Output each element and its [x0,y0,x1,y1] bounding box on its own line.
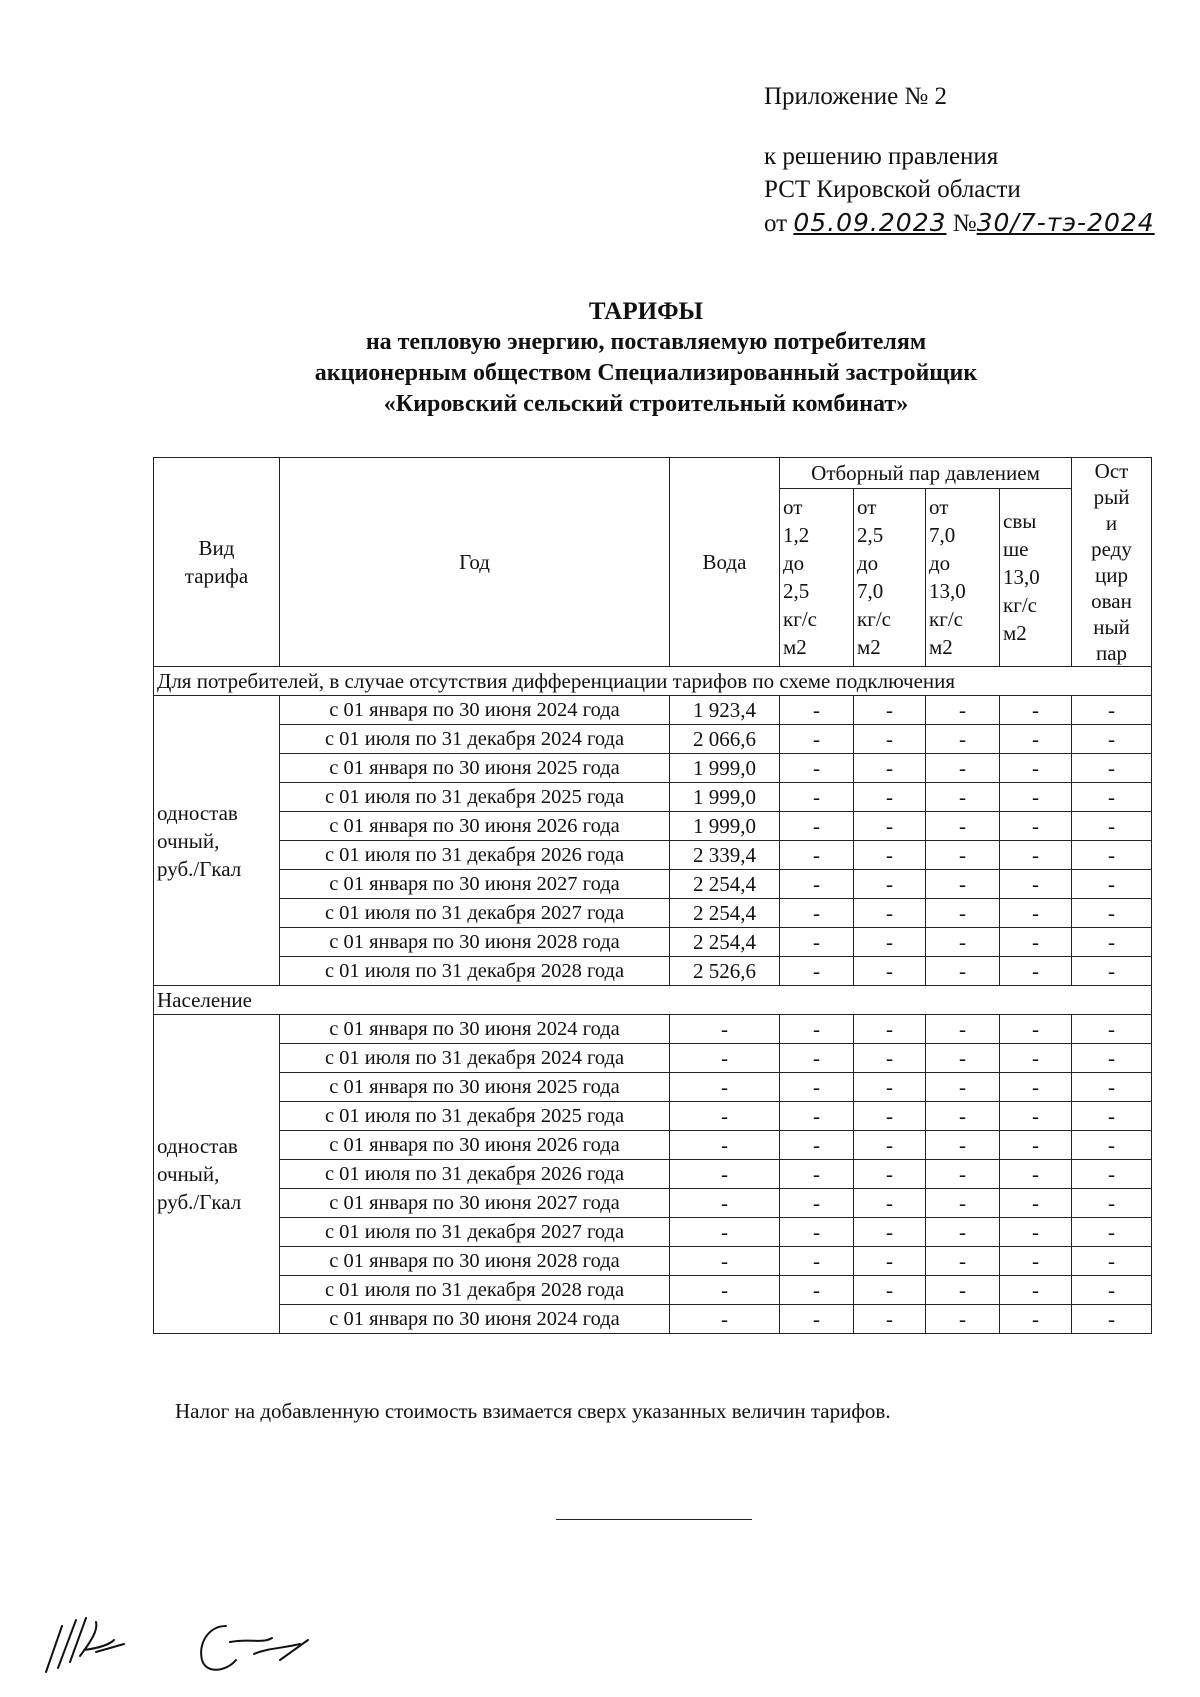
title-line-4: «Кировский сельский строительный комбинат» [383,391,909,417]
header-steam-line: от [783,495,803,520]
water-cell: 2 339,4 [670,841,780,870]
header-steam-line: м2 [783,635,807,660]
period-cell: с 01 января по 30 июня 2024 года [280,1015,670,1044]
header-row-1 [154,458,1152,489]
header-steam-line: до [929,551,951,576]
steam-4-cell: - [1000,1131,1072,1160]
header-sharp-line: рый [1093,485,1130,509]
header-steam-line: 7,0 [929,523,956,548]
steam-2-cell: - [854,696,926,725]
steam-4-cell: - [1000,725,1072,754]
water-cell: 2 254,4 [670,928,780,957]
steam-3-cell: - [926,1276,1000,1305]
steam-2-cell: - [854,1276,926,1305]
table-row [154,754,1152,783]
table-row [154,783,1152,812]
annex-block [764,80,1155,240]
header-steam-line: м2 [1003,621,1027,646]
sharp-steam-cell: - [1072,725,1152,754]
period-cell: с 01 января по 30 июня 2024 года [280,1305,670,1334]
water-cell: 2 526,6 [670,957,780,986]
steam-2-cell: - [854,1160,926,1189]
annex-date-line [764,206,1155,240]
table-row [154,1247,1152,1276]
steam-4-cell: - [1000,1160,1072,1189]
period-cell: с 01 июля по 31 декабря 2026 года [280,1160,670,1189]
water-cell: - [670,1218,780,1247]
steam-1-cell: - [780,1015,854,1044]
section-title: Население [154,986,1152,1015]
header-kind [154,458,280,667]
title-main: ТАРИФЫ [588,298,704,325]
water-cell: - [670,1073,780,1102]
header-kind-text: Вид тарифа [184,536,249,588]
steam-3-cell: - [926,1015,1000,1044]
water-cell: 1 999,0 [670,754,780,783]
water-cell: 1 999,0 [670,783,780,812]
steam-3-cell: - [926,841,1000,870]
steam-1-cell: - [780,870,854,899]
section-title: Для потребителей, в случае отсутствия дифференциации тарифов по схеме подключения [154,667,1152,696]
header-steam-line: до [783,551,805,576]
steam-1-cell: - [780,1189,854,1218]
steam-1-cell: - [780,1073,854,1102]
steam-1-cell: - [780,1044,854,1073]
water-cell: - [670,1015,780,1044]
table-row [154,957,1152,986]
water-cell: - [670,1276,780,1305]
annex-decision-number: 30/7-тэ-2024 [976,208,1155,237]
steam-2-cell: - [854,812,926,841]
header-steam-line: 2,5 [857,523,884,548]
steam-4-cell: - [1000,841,1072,870]
steam-1-cell: - [780,1218,854,1247]
document-title [0,296,1200,420]
period-cell: с 01 января по 30 июня 2027 года [280,870,670,899]
table-row [154,870,1152,899]
period-cell: с 01 января по 30 июня 2028 года [280,928,670,957]
header-steam-line: 13,0 [929,579,966,604]
sharp-steam-cell: - [1072,870,1152,899]
steam-4-cell: - [1000,957,1072,986]
table-row [154,1160,1152,1189]
signature-marks [40,1600,340,1690]
header-steam-line: 1,2 [783,523,810,548]
period-cell: с 01 января по 30 июня 2026 года [280,812,670,841]
steam-2-cell: - [854,754,926,783]
steam-2-cell: - [854,957,926,986]
water-cell: 1 999,0 [670,812,780,841]
steam-1-cell: - [780,841,854,870]
table-row [154,1102,1152,1131]
tariff-kind-line: одностав [157,800,238,825]
steam-2-cell: - [854,1131,926,1160]
water-cell: - [670,1189,780,1218]
steam-4-cell: - [1000,1247,1072,1276]
steam-1-cell: - [780,1131,854,1160]
header-steam-group: Отборный пар давлением [780,458,1072,489]
steam-3-cell: - [926,1218,1000,1247]
period-cell: с 01 июля по 31 декабря 2027 года [280,899,670,928]
table-row [154,696,1152,725]
tariff-table [153,457,1152,1334]
table-row [154,1305,1152,1334]
steam-3-cell: - [926,1160,1000,1189]
header-steam-line: 13,0 [1003,565,1040,590]
steam-1-cell: - [780,1102,854,1131]
sharp-steam-cell: - [1072,783,1152,812]
period-cell: с 01 июля по 31 декабря 2027 года [280,1218,670,1247]
table-row [154,812,1152,841]
header-sharp-line: ный [1093,615,1130,639]
period-cell: с 01 июля по 31 декабря 2025 года [280,1102,670,1131]
steam-1-cell: - [780,1276,854,1305]
tariff-kind-line: очный, [157,1162,220,1186]
steam-1-cell: - [780,1247,854,1276]
period-cell: с 01 января по 30 июня 2027 года [280,1189,670,1218]
sharp-steam-cell: - [1072,1131,1152,1160]
water-cell: 2 254,4 [670,899,780,928]
period-cell: с 01 января по 30 июня 2025 года [280,1073,670,1102]
header-steam-line: 2,5 [783,579,810,604]
annex-authority: РСТ Кировской области [764,176,1021,203]
steam-3-cell: - [926,1044,1000,1073]
steam-3-cell: - [926,899,1000,928]
sharp-steam-cell: - [1072,1102,1152,1131]
water-cell: - [670,1160,780,1189]
period-cell: с 01 января по 30 июня 2028 года [280,1247,670,1276]
tariff-kind-line: руб./Гкал [157,1190,242,1214]
steam-1-cell: - [780,1160,854,1189]
steam-1-cell: - [780,812,854,841]
steam-2-cell: - [854,841,926,870]
tariff-kind-line: руб./Гкал [157,856,242,881]
table-row [154,1073,1152,1102]
steam-2-cell: - [854,899,926,928]
steam-2-cell: - [854,1015,926,1044]
title-line-3: акционерным обществом Специализированный застройщик [314,360,978,386]
period-cell: с 01 июля по 31 декабря 2024 года [280,1044,670,1073]
header-steam-line: м2 [857,635,881,660]
signatures [40,1600,340,1695]
steam-4-cell: - [1000,1073,1072,1102]
steam-1-cell: - [780,928,854,957]
header-sharp-line: реду [1091,537,1132,561]
table-row [154,1189,1152,1218]
title-line-2: на тепловую энергию, поставляемую потребителям [365,329,927,355]
sharp-steam-cell: - [1072,812,1152,841]
sharp-steam-cell: - [1072,1218,1152,1247]
sharp-steam-cell: - [1072,1276,1152,1305]
steam-3-cell: - [926,1131,1000,1160]
steam-1-cell: - [780,725,854,754]
steam-1-cell: - [780,696,854,725]
header-steam-col-1 [780,488,854,666]
steam-3-cell: - [926,754,1000,783]
header-steam-line: кг/с [1003,593,1037,618]
sharp-steam-cell: - [1072,928,1152,957]
signature-2 [201,1626,308,1670]
sharp-steam-cell: - [1072,1015,1152,1044]
steam-4-cell: - [1000,1015,1072,1044]
period-cell: с 01 июля по 31 декабря 2026 года [280,841,670,870]
table-row [154,1131,1152,1160]
steam-1-cell: - [780,1305,854,1334]
steam-2-cell: - [854,1073,926,1102]
header-steam-line: м2 [929,635,953,660]
steam-2-cell: - [854,1247,926,1276]
table-row [154,928,1152,957]
sharp-steam-cell: - [1072,1189,1152,1218]
steam-2-cell: - [854,1044,926,1073]
tariff-kind-line: очный, [157,828,220,853]
header-year: Год [280,458,670,667]
annex-date-prefix: от [764,210,794,237]
water-cell: 1 923,4 [670,696,780,725]
steam-2-cell: - [854,783,926,812]
steam-4-cell: - [1000,754,1072,783]
header-sharp-steam [1072,458,1152,667]
steam-3-cell: - [926,928,1000,957]
steam-3-cell: - [926,1189,1000,1218]
period-cell: с 01 января по 30 июня 2024 года [280,696,670,725]
section-row [154,986,1152,1015]
steam-2-cell: - [854,725,926,754]
period-cell: с 01 июля по 31 декабря 2024 года [280,725,670,754]
annex-number-prefix: № [946,210,977,237]
header-steam-line: от [929,495,949,520]
header-steam-col-4 [1000,488,1072,666]
sharp-steam-cell: - [1072,899,1152,928]
table-row [154,841,1152,870]
header-water: Вода [670,458,780,667]
steam-4-cell: - [1000,812,1072,841]
steam-3-cell: - [926,783,1000,812]
section-row [154,667,1152,696]
closing-rule [556,1519,752,1520]
header-steam-line: ше [1003,537,1029,562]
steam-4-cell: - [1000,899,1072,928]
period-cell: с 01 июля по 31 декабря 2028 года [280,957,670,986]
sharp-steam-cell: - [1072,1073,1152,1102]
steam-2-cell: - [854,1189,926,1218]
table-row [154,1044,1152,1073]
steam-4-cell: - [1000,1305,1072,1334]
tariff-kind-line: одностав [157,1134,238,1158]
water-cell: 2 066,6 [670,725,780,754]
table-row [154,899,1152,928]
water-cell: - [670,1247,780,1276]
header-sharp-line: ован [1091,589,1132,613]
steam-4-cell: - [1000,928,1072,957]
steam-3-cell: - [926,870,1000,899]
steam-4-cell: - [1000,870,1072,899]
table-row [154,1276,1152,1305]
water-cell: - [670,1044,780,1073]
steam-4-cell: - [1000,1044,1072,1073]
annex-number: Приложение № 2 [764,83,948,110]
steam-1-cell: - [780,957,854,986]
signature-1 [46,1618,124,1672]
header-steam-line: 7,0 [857,579,884,604]
steam-2-cell: - [854,870,926,899]
steam-2-cell: - [854,928,926,957]
steam-3-cell: - [926,1073,1000,1102]
tariff-kind [154,1015,280,1334]
steam-1-cell: - [780,899,854,928]
header-steam-line: кг/с [857,607,891,632]
steam-3-cell: - [926,725,1000,754]
header-sharp-line: цир [1095,563,1128,587]
steam-4-cell: - [1000,1218,1072,1247]
header-sharp-line: и [1105,511,1118,535]
header-steam-line: кг/с [783,607,817,632]
steam-1-cell: - [780,754,854,783]
annex-date: 05.09.2023 [793,208,947,237]
table-row [154,1015,1152,1044]
period-cell: с 01 июля по 31 декабря 2028 года [280,1276,670,1305]
steam-4-cell: - [1000,1276,1072,1305]
water-cell: - [670,1131,780,1160]
steam-3-cell: - [926,696,1000,725]
steam-2-cell: - [854,1218,926,1247]
vat-footnote: Налог на добавленную стоимость взимается сверх указанных величин тарифов. [175,1399,891,1423]
header-steam-line: свы [1003,509,1037,534]
steam-3-cell: - [926,1102,1000,1131]
tariff-kind [154,696,280,986]
header-steam-line: от [857,495,877,520]
table-row [154,725,1152,754]
header-steam-line: кг/с [929,607,963,632]
header-sharp-line: Ост [1094,459,1129,483]
sharp-steam-cell: - [1072,1247,1152,1276]
sharp-steam-cell: - [1072,754,1152,783]
steam-3-cell: - [926,957,1000,986]
steam-3-cell: - [926,1305,1000,1334]
water-cell: 2 254,4 [670,870,780,899]
sharp-steam-cell: - [1072,1044,1152,1073]
sharp-steam-cell: - [1072,957,1152,986]
steam-2-cell: - [854,1102,926,1131]
table-row [154,1218,1152,1247]
steam-3-cell: - [926,812,1000,841]
steam-1-cell: - [780,783,854,812]
sharp-steam-cell: - [1072,841,1152,870]
sharp-steam-cell: - [1072,696,1152,725]
period-cell: с 01 января по 30 июня 2025 года [280,754,670,783]
header-steam-col-3 [926,488,1000,666]
water-cell: - [670,1102,780,1131]
header-sharp-line: пар [1095,641,1128,665]
annex-gap [764,113,1155,140]
sharp-steam-cell: - [1072,1305,1152,1334]
steam-4-cell: - [1000,1102,1072,1131]
water-cell: - [670,1305,780,1334]
period-cell: с 01 января по 30 июня 2026 года [280,1131,670,1160]
steam-4-cell: - [1000,696,1072,725]
steam-3-cell: - [926,1247,1000,1276]
steam-4-cell: - [1000,783,1072,812]
sharp-steam-cell: - [1072,1160,1152,1189]
steam-2-cell: - [854,1305,926,1334]
period-cell: с 01 июля по 31 декабря 2025 года [280,783,670,812]
header-steam-col-2 [854,488,926,666]
header-steam-line: до [857,551,879,576]
steam-4-cell: - [1000,1189,1072,1218]
annex-decision: к решению правления [764,143,999,170]
